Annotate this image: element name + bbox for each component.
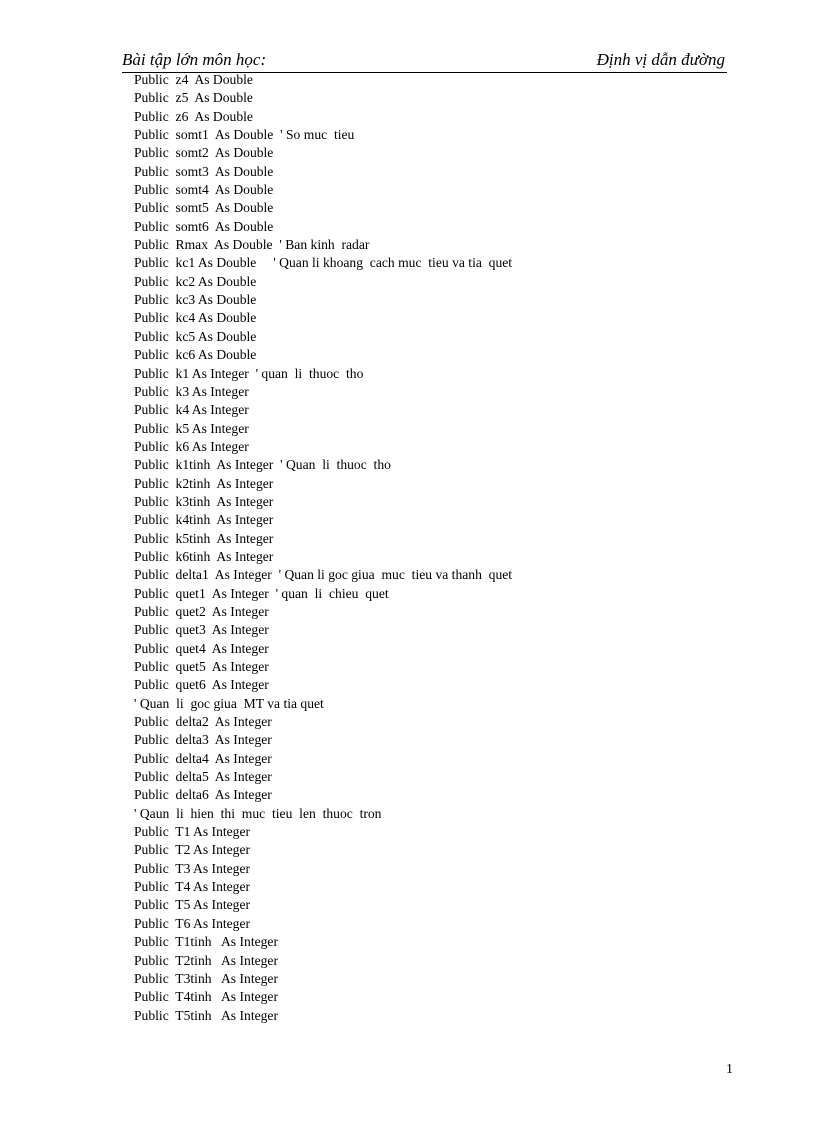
code-line: Public z4 As Double — [134, 72, 253, 87]
code-line: Public kc4 As Double — [134, 310, 257, 326]
code-line: Public T3tinh As Integer — [134, 970, 278, 986]
page-number: 1 — [726, 1062, 733, 1077]
code-line: Public kc2 As Double — [134, 273, 257, 289]
code-line: Public k5 As Integer — [134, 420, 249, 436]
code-line: Public z6 As Double — [134, 108, 253, 124]
code-line: Public quet3 As Integer — [134, 622, 269, 638]
code-line: Public kc6 As Double — [134, 347, 257, 363]
code-line: Public T5 As Integer — [134, 897, 251, 913]
code-line: Public T4tinh As Integer — [134, 989, 278, 1005]
code-line: Public k4tinh As Integer — [134, 512, 274, 528]
code-line: Public delta1 As Integer ' Quan li goc giua muc tieu va thanh quet — [134, 567, 513, 583]
page-header — [122, 50, 727, 73]
code-line: Public k2tinh As Integer — [134, 475, 274, 491]
code-line: Public delta5 As Integer — [134, 769, 272, 785]
code-line: Public k5tinh As Integer — [134, 530, 274, 546]
header-subject-title: Định vị dẫn đường — [596, 50, 725, 69]
code-line: Public k4 As Integer — [134, 402, 249, 418]
code-line: Public z5 As Double — [134, 90, 253, 106]
code-listing — [134, 71, 774, 1025]
code-line: Public quet2 As Integer — [134, 603, 269, 619]
code-line: Public somt5 As Double — [134, 200, 274, 216]
code-line: Public quet5 As Integer — [134, 659, 269, 674]
code-line: Public k1 As Integer ' quan li thuoc tho — [134, 365, 364, 381]
code-line: Public k3 As Integer — [134, 383, 249, 399]
code-line: Public T5tinh As Integer — [134, 1007, 278, 1023]
code-line: Public k6tinh As Integer — [134, 548, 274, 564]
code-line: Public quet4 As Integer — [134, 640, 269, 656]
code-line: Public somt6 As Double — [134, 218, 274, 234]
code-line: Public T6 As Integer — [134, 915, 251, 931]
code-line: Public k6 As Integer — [134, 438, 249, 454]
code-line: Public T1tinh As Integer — [134, 934, 278, 950]
code-line: Public delta2 As Integer — [134, 714, 272, 730]
code-line: Public kc1 As Double ' Quan li khoang cach muc tieu va tia quet — [134, 255, 513, 271]
code-line: Public k3tinh As Integer — [134, 493, 274, 509]
code-line: Public somt1 As Double ' So muc tieu — [134, 127, 355, 143]
code-line: Public quet1 As Integer ' quan li chieu quet — [134, 585, 389, 601]
code-line: Public T3 As Integer — [134, 860, 251, 876]
code-line: Public kc5 As Double — [134, 328, 257, 344]
code-line: Public somt2 As Double — [134, 145, 274, 161]
code-line: Public T1 As Integer — [134, 824, 251, 840]
code-line: Public somt3 As Double — [134, 163, 274, 179]
code-line: ' Qaun li hien thi muc tieu len thuoc tron — [134, 805, 382, 821]
code-line: Public somt4 As Double — [134, 182, 274, 198]
code-line: Public k1tinh As Integer ' Quan li thuoc tho — [134, 457, 391, 473]
code-line: Public T4 As Integer — [134, 879, 251, 895]
code-line: ' Quan li goc giua MT va tia quet — [134, 695, 324, 711]
code-line: Public quet6 As Integer — [134, 677, 269, 693]
code-line: Public kc3 As Double — [134, 292, 257, 308]
code-line: Public T2tinh As Integer — [134, 952, 278, 968]
code-line: Public T2 As Integer — [134, 842, 251, 858]
code-line: Public delta4 As Integer — [134, 750, 272, 766]
code-line: Public Rmax As Double ' Ban kinh radar — [134, 237, 370, 253]
code-line: Public delta6 As Integer — [134, 787, 272, 803]
code-line: Public delta3 As Integer — [134, 732, 272, 748]
header-course-title: Bài tập lớn môn học: — [122, 50, 267, 69]
